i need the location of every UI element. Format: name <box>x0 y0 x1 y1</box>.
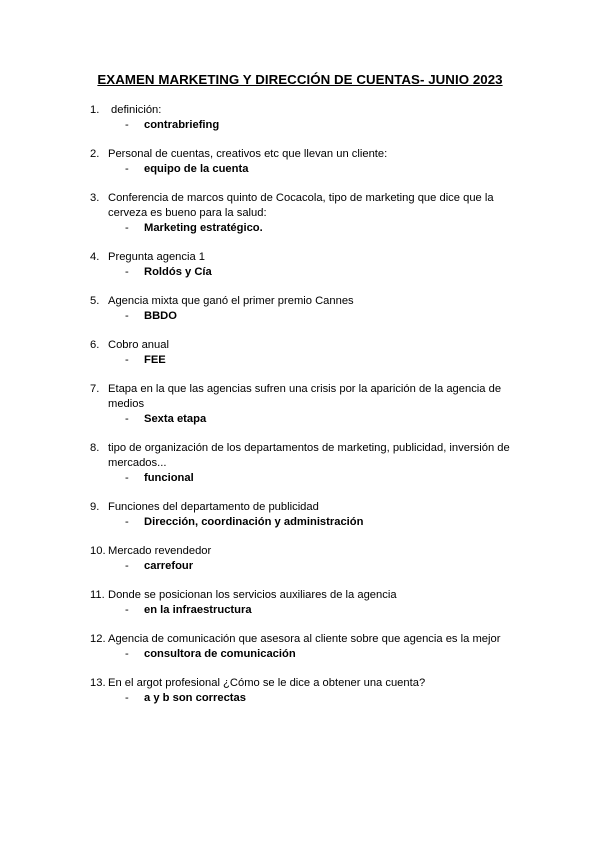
question-item <box>90 382 520 427</box>
answer-line <box>125 265 520 280</box>
question-item <box>90 294 520 324</box>
bullet-dash: - <box>125 648 129 660</box>
question-item <box>90 250 520 280</box>
question-line <box>90 632 520 647</box>
answer-line <box>125 118 520 133</box>
answer-line <box>125 471 520 486</box>
question-item <box>90 632 520 662</box>
question-text: Agencia de comunicación que asesora al cliente sobre que agencia es la mejor <box>108 633 501 645</box>
question-number: 11. <box>90 589 105 601</box>
bullet-dash: - <box>125 604 129 616</box>
answer-text: consultora de comunicación <box>144 648 296 660</box>
question-item <box>90 500 520 530</box>
question-number: 6. <box>90 339 100 351</box>
question-line <box>90 191 520 206</box>
bullet-dash: - <box>125 692 129 704</box>
bullet-dash: - <box>125 119 129 131</box>
answer-text: equipo de la cuenta <box>144 163 249 175</box>
question-text: Cobro anual <box>108 339 169 351</box>
bullet-dash: - <box>125 413 129 425</box>
bullet-dash: - <box>125 560 129 572</box>
question-item <box>90 147 520 177</box>
question-number: 13. <box>90 677 106 689</box>
question-text-continuation: cerveza es bueno para la salud: <box>108 207 267 219</box>
exam-title: EXAMEN MARKETING Y DIRECCIÓN DE CUENTAS- JUNIO 2023 <box>97 72 503 87</box>
bullet-dash: - <box>125 472 129 484</box>
question-list <box>90 103 520 706</box>
question-item <box>90 441 520 486</box>
question-text: Funciones del departamento de publicidad <box>108 501 319 513</box>
question-number: 8. <box>90 442 100 454</box>
bullet-dash: - <box>125 516 129 528</box>
question-text: Conferencia de marcos quinto de Cocacola, tipo de marketing que dice que la <box>108 192 494 204</box>
question-text: En el argot profesional ¿Cómo se le dice a obtener una cuenta? <box>108 677 426 689</box>
question-line <box>90 588 520 603</box>
question-item <box>90 588 520 618</box>
question-text: Personal de cuentas, creativos etc que llevan un cliente: <box>108 148 388 160</box>
bullet-dash: - <box>125 310 129 322</box>
answer-text: FEE <box>144 354 166 366</box>
bullet-dash: - <box>125 222 129 234</box>
question-line <box>90 103 520 118</box>
question-number: 2. <box>90 148 100 160</box>
question-text: Donde se posicionan los servicios auxiliares de la agencia <box>108 589 397 601</box>
bullet-dash: - <box>125 354 129 366</box>
answer-text: contrabriefing <box>144 119 220 131</box>
question-number: 9. <box>90 501 100 513</box>
question-text: Pregunta agencia 1 <box>108 251 206 263</box>
question-text-continuation: mercados... <box>108 457 167 469</box>
question-number: 10. <box>90 545 106 557</box>
answer-line <box>125 559 520 574</box>
answer-line <box>125 603 520 618</box>
question-number: 1. <box>90 104 100 116</box>
question-line <box>90 500 520 515</box>
question-line <box>90 294 520 309</box>
question-line <box>90 441 520 456</box>
question-item <box>90 103 520 133</box>
question-line <box>90 382 520 397</box>
question-line <box>90 250 520 265</box>
question-item <box>90 676 520 706</box>
answer-line <box>125 353 520 368</box>
question-number: 4. <box>90 251 100 263</box>
answer-line <box>125 221 520 236</box>
question-line <box>90 147 520 162</box>
answer-text: BBDO <box>144 310 177 322</box>
answer-line <box>125 515 520 530</box>
question-line <box>90 338 520 353</box>
answer-text: Marketing estratégico. <box>144 222 263 234</box>
question-line <box>90 676 520 691</box>
answer-text: en la infraestructura <box>144 604 252 616</box>
bullet-dash: - <box>125 163 129 175</box>
answer-text: carrefour <box>144 560 194 572</box>
answer-line <box>125 162 520 177</box>
answer-line <box>125 412 520 427</box>
answer-text: Dirección, coordinación y administración <box>144 516 364 528</box>
question-text: definición: <box>111 104 162 116</box>
answer-text: Sexta etapa <box>144 413 207 425</box>
question-text: Mercado revendedor <box>108 545 212 557</box>
question-item <box>90 544 520 574</box>
answer-text: funcional <box>144 472 194 484</box>
question-text-continuation: medios <box>108 398 145 410</box>
answer-text: a y b son correctas <box>144 692 246 704</box>
answer-line <box>125 309 520 324</box>
question-number: 5. <box>90 295 100 307</box>
question-item <box>90 338 520 368</box>
answer-text: Roldós y Cía <box>144 266 212 278</box>
question-text: Agencia mixta que ganó el primer premio Cannes <box>108 295 354 307</box>
bullet-dash: - <box>125 266 129 278</box>
answer-line <box>125 691 520 706</box>
question-text: tipo de organización de los departamentos de marketing, publicidad, inversión de <box>108 442 510 454</box>
question-number: 7. <box>90 383 100 395</box>
question-line <box>90 544 520 559</box>
question-text: Etapa en la que las agencias sufren una crisis por la aparición de la agencia de <box>108 383 502 395</box>
question-number: 3. <box>90 192 100 204</box>
answer-line <box>125 647 520 662</box>
question-number: 12. <box>90 633 106 645</box>
question-item <box>90 191 520 236</box>
